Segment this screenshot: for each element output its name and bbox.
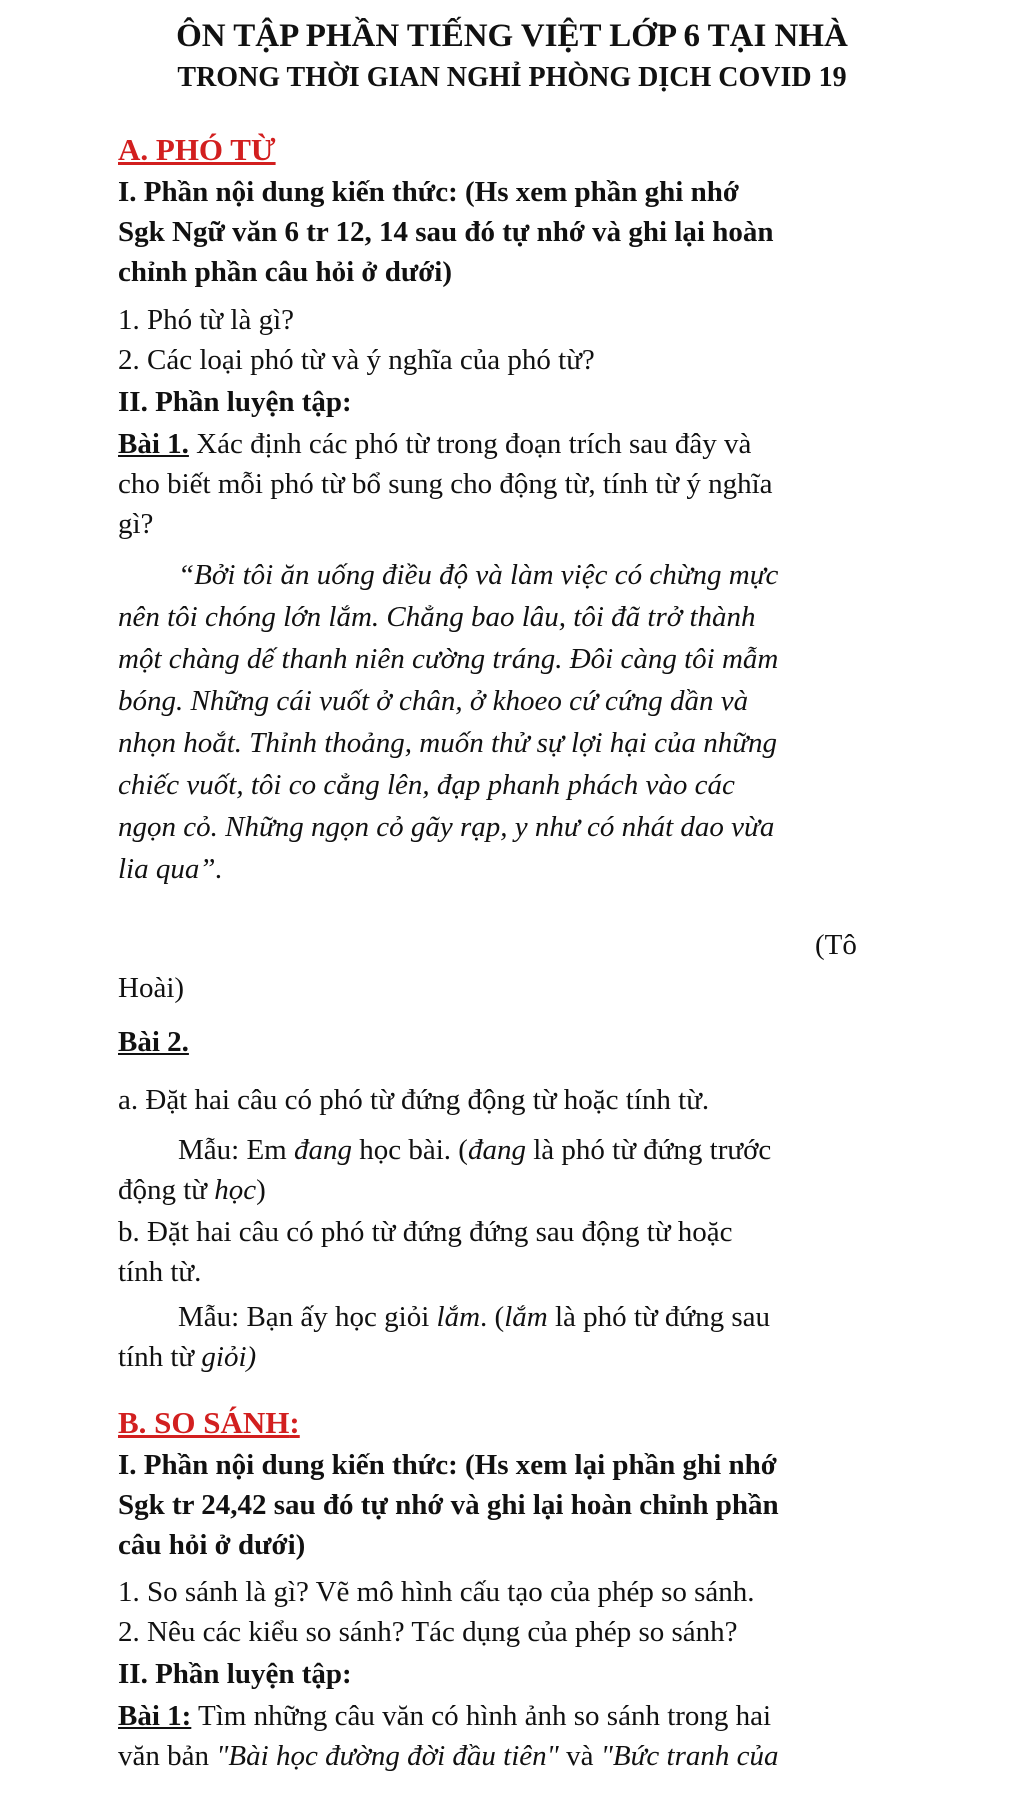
quote-line: ngọn cỏ. Những ngọn cỏ gãy rạp, y như có nhát dao vừa bbox=[118, 811, 775, 843]
bai1-label: Bài 1: bbox=[118, 1700, 192, 1732]
knowledge-heading-line: Sgk tr 24,42 sau đó tự nhớ và ghi lại hoàn chỉnh phần bbox=[118, 1489, 779, 1521]
question-item: 2. Nêu các kiểu so sánh? Tác dụng của phép so sánh? bbox=[118, 1616, 738, 1648]
bai1-italic: "Bài học đường đời đầu tiên" bbox=[216, 1740, 559, 1772]
sample-text: tính từ bbox=[118, 1341, 202, 1373]
bai2-label: Bài 2. bbox=[118, 1026, 189, 1058]
quote-line: lia qua”. bbox=[118, 853, 223, 885]
sample-italic: đang bbox=[467, 1134, 526, 1166]
bai1-text: gì? bbox=[118, 508, 154, 540]
question-item: 2. Các loại phó từ và ý nghĩa của phó từ? bbox=[118, 344, 595, 376]
section-b-heading-colon: : bbox=[289, 1405, 300, 1440]
sample-text: Mẫu: Em bbox=[178, 1134, 294, 1166]
bai2-b-sample bbox=[118, 1297, 938, 1377]
section-b-knowledge-heading bbox=[118, 1445, 938, 1565]
section-a-questions bbox=[118, 300, 938, 380]
section-a-knowledge-heading bbox=[118, 172, 938, 292]
title-line-2: TRONG THỜI GIAN NGHỈ PHÒNG DỊCH COVID 19 bbox=[177, 62, 847, 93]
knowledge-heading-line: Sgk Ngữ văn 6 tr 12, 14 sau đó tự nhớ và ghi lại hoàn bbox=[118, 216, 774, 248]
sample-text: Mẫu: Bạn ấy học giỏi bbox=[178, 1301, 437, 1333]
bai2-a: a. Đặt hai câu có phó từ đứng động từ hoặc tính từ. bbox=[118, 1084, 710, 1116]
quote-line: nhọn hoắt. Thỉnh thoảng, muốn thử sự lợi hại của những bbox=[118, 727, 778, 759]
sample-text: động từ bbox=[118, 1174, 215, 1206]
bai1-italic: "Bức tranh của bbox=[600, 1740, 779, 1772]
knowledge-heading-line: I. Phần nội dung kiến thức: (Hs xem phần ghi nhớ bbox=[118, 176, 739, 208]
section-b-heading bbox=[118, 1405, 300, 1441]
question-item: 1. So sánh là gì? Vẽ mô hình cấu tạo của phép so sánh. bbox=[118, 1576, 755, 1608]
bai2-b-line: b. Đặt hai câu có phó từ đứng đứng sau động từ hoặc bbox=[118, 1216, 733, 1248]
sample-italic: lắm bbox=[436, 1301, 481, 1333]
section-b-practice-heading: II. Phần luyện tập: bbox=[118, 1658, 352, 1690]
sample-italic: đang bbox=[294, 1134, 352, 1166]
bai1-text: Tìm những câu văn có hình ảnh so sánh trong hai bbox=[191, 1700, 772, 1732]
quote-line: bóng. Những cái vuốt ở chân, ở khoeo cứ cứng dần và bbox=[118, 685, 749, 717]
bai2-a-sample bbox=[118, 1130, 938, 1210]
quote-passage bbox=[118, 554, 938, 890]
bai1-text: cho biết mỗi phó từ bổ sung cho động từ, tính từ ý nghĩa bbox=[118, 468, 773, 500]
bai1-text: Xác định các phó từ trong đoạn trích sau đây và bbox=[188, 428, 752, 460]
section-b-questions bbox=[118, 1572, 938, 1652]
quote-source-part1: (Tô bbox=[815, 929, 857, 961]
section-a-bai1 bbox=[118, 424, 938, 544]
bai2-b-line: tính từ. bbox=[118, 1256, 202, 1288]
sample-text: . ( bbox=[480, 1301, 505, 1333]
title-line-1: ÔN TẬP PHẦN TIẾNG VIỆT LỚP 6 TẠI NHÀ bbox=[176, 18, 848, 54]
quote-line: “Bởi tôi ăn uống điều độ và làm việc có chừng mực bbox=[178, 559, 779, 591]
sample-italic: học bbox=[214, 1174, 257, 1206]
bai1-text: văn bản bbox=[118, 1740, 217, 1772]
quote-line: nên tôi chóng lớn lắm. Chẳng bao lâu, tôi đã trở thành bbox=[118, 601, 756, 633]
bai1-text: và bbox=[558, 1740, 601, 1772]
section-a-heading: A. PHÓ TỪ bbox=[118, 132, 276, 167]
knowledge-heading-line: câu hỏi ở dưới) bbox=[118, 1529, 306, 1561]
section-a-bai2-label bbox=[118, 1022, 938, 1062]
sample-text: là phó từ đứng sau bbox=[547, 1301, 771, 1333]
sample-text: là phó từ đứng trước bbox=[525, 1134, 772, 1166]
section-b-heading-text: B. SO SÁNH bbox=[118, 1405, 290, 1440]
knowledge-heading-line: chỉnh phần câu hỏi ở dưới) bbox=[118, 256, 452, 288]
bai2-b bbox=[118, 1212, 938, 1292]
quote-line: chiếc vuốt, tôi co cẳng lên, đạp phanh phách vào các bbox=[118, 769, 735, 801]
sample-text: ) bbox=[256, 1174, 266, 1206]
quote-line: một chàng dế thanh niên cường tráng. Đôi càng tôi mẫm bbox=[118, 643, 779, 675]
section-a-practice-heading: II. Phần luyện tập: bbox=[118, 386, 352, 418]
knowledge-heading-line: I. Phần nội dung kiến thức: (Hs xem lại phần ghi nhớ bbox=[118, 1449, 777, 1481]
question-item: 1. Phó từ là gì? bbox=[118, 304, 295, 336]
bai1-label: Bài 1. bbox=[118, 428, 189, 460]
sample-italic: lắm bbox=[504, 1301, 548, 1333]
quote-source-part2: Hoài) bbox=[118, 972, 185, 1004]
sample-italic: giỏi) bbox=[201, 1341, 257, 1373]
section-b-bai1 bbox=[118, 1696, 938, 1776]
sample-text: học bài. ( bbox=[352, 1134, 468, 1166]
